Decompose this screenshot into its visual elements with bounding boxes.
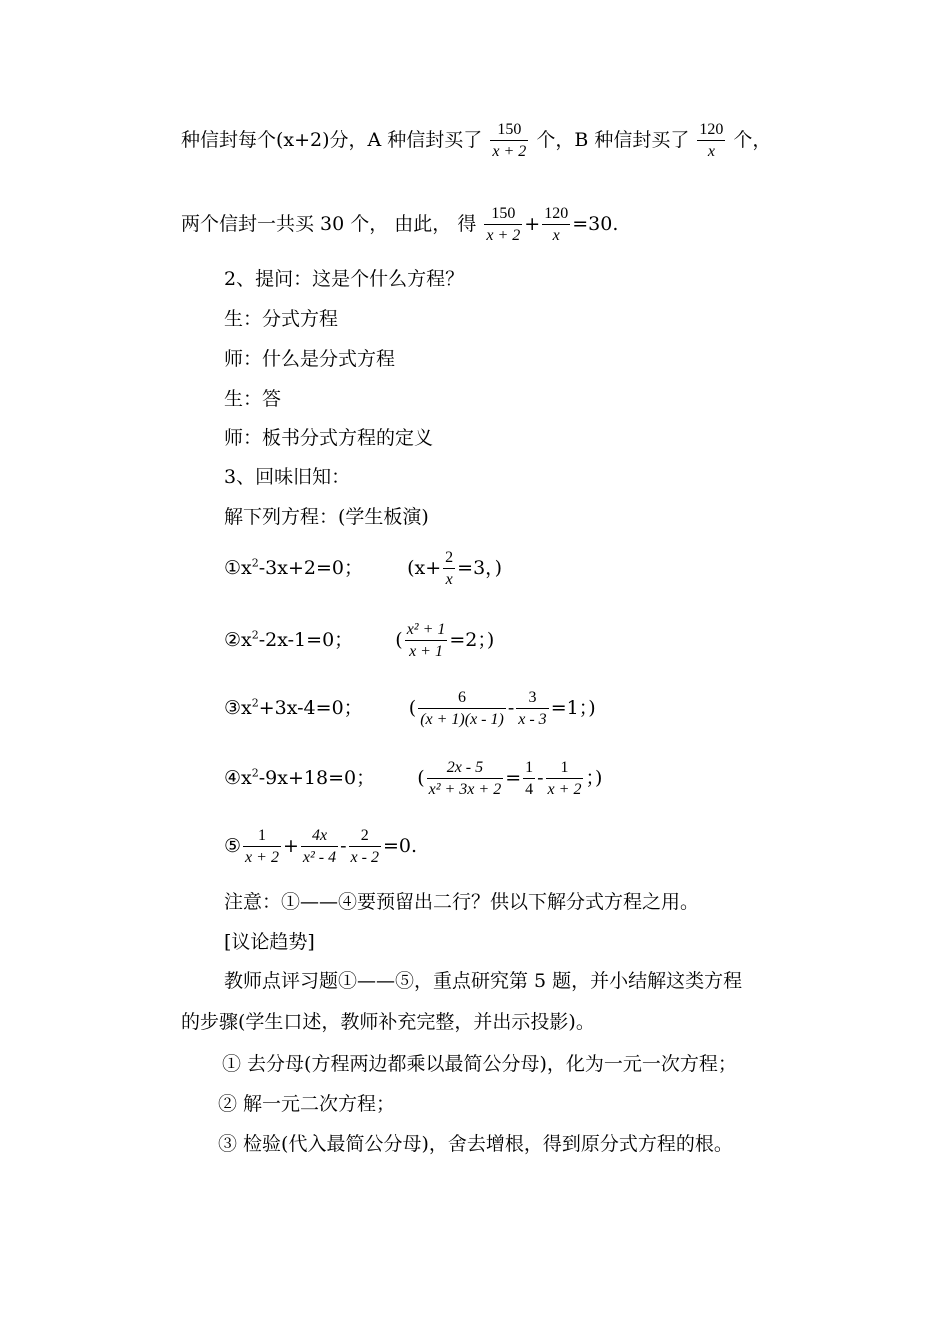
paren: ( [408,697,417,719]
plus-sign: + [524,213,541,235]
text-segment: ⑤ [224,835,242,857]
text-segment: =1；) [550,697,596,719]
equation-2 [224,622,494,660]
text-segment: ②x [224,629,252,651]
numerator: 120 [542,206,570,225]
text-segment: -9x+18=0； [258,767,376,789]
exponent: 2 [251,628,259,642]
paragraph-line-2: 的步骤(学生口述，教师补充完整，并出示投影)。 [181,1011,595,1033]
fraction-1-over-x-plus-2 [243,828,281,866]
text-segment: =3，) [457,557,503,579]
question-3: 3、回味旧知： [224,466,351,488]
question-2: 2、提问：这是个什么方程？ [224,268,465,290]
plus-sign: + [282,835,299,857]
text-line-2 [181,206,618,244]
numerator: 150 [484,206,522,225]
denominator: x - 3 [518,711,547,728]
fraction-2-over-x-minus-2 [349,828,381,866]
numerator: 6 [418,690,506,709]
teacher-line-2: 师：板书分式方程的定义 [224,427,434,449]
numerator: 1 [546,760,584,779]
numerator: 1 [243,828,281,847]
paren: ( [395,629,403,651]
fraction-2-over-x [443,550,455,588]
denominator: x [552,227,560,244]
step-2: ② 解一元二次方程； [218,1093,396,1115]
fraction-x2-plus-1-over-x-plus-1 [405,622,448,660]
step-1: ① 去分母(方程两边都乘以最简公分母)，化为一元一次方程； [222,1053,737,1075]
text-line-1 [181,122,771,160]
numerator: 150 [490,122,528,141]
text-segment: ④x [224,767,252,789]
equals-sign: = [505,767,522,789]
text-segment: 种信封每个(x+2)分，A 种信封买了 [181,129,483,151]
fraction-150-over-x-plus-2 [484,206,522,244]
denominator: x² - 4 [302,849,337,866]
student-line-1: 生：分式方程 [224,308,339,330]
text-segment: =0. [382,835,418,857]
text-segment: =30. [572,213,619,235]
numerator: 120 [697,122,725,141]
numerator: 2 [349,828,381,847]
numerator: 2 [443,550,455,569]
equation-1 [224,550,502,588]
numerator: 4x [301,828,338,847]
exponent: 2 [251,766,259,780]
denominator: x + 2 [492,143,527,160]
text-segment: 个， [733,129,772,151]
fraction-4x-over-x2-minus-4 [301,828,338,866]
denominator: x + 2 [547,781,582,798]
denominator: 4 [525,781,534,798]
denominator: x² + 3x + 2 [428,781,502,798]
text-segment: -2x-1=0； [258,629,354,651]
paren: ( [417,767,425,789]
denominator: x + 2 [245,849,279,866]
equation-3 [224,690,596,728]
fraction-120-over-x [697,122,725,160]
fraction-3-over-x-minus-3 [516,690,548,728]
denominator: x + 2 [486,227,521,244]
student-line-2: 生：答 [224,388,282,410]
equation-4 [224,760,602,798]
text-segment: ③x [224,697,252,719]
fraction-1-over-x-plus-2 [546,760,584,798]
discuss-heading: [议论趋势] [224,931,315,953]
denominator: (x + 1)(x - 1) [420,711,504,728]
step-3: ③ 检验(代入最简公分母)，舍去增根，得到原分式方程的根。 [218,1133,733,1155]
denominator: x [707,143,715,160]
fraction-150-over-x-plus-2 [490,122,528,160]
minus-sign: - [340,835,347,857]
text-segment: (x+ [407,557,442,579]
numerator: x² + 1 [405,622,448,641]
numerator: 3 [516,690,548,709]
text-segment: -3x+2=0； [258,557,363,579]
teacher-line-1: 师：什么是分式方程 [224,348,396,370]
solve-instruction: 解下列方程：(学生板演) [224,506,429,528]
fraction-120-over-x [542,206,570,244]
text-segment: =2；) [449,629,495,651]
numerator: 2x - 5 [427,760,504,779]
text-segment: 个，B 种信封买了 [536,129,690,151]
minus-sign: - [507,697,515,719]
paragraph-line-1: 教师点评习题①——⑤，重点研究第 5 题，并小结解这类方程 [224,970,743,992]
numerator: 1 [523,760,535,779]
exponent: 2 [251,556,259,570]
note: 注意：①——④要预留出二行？供以下解分式方程之用。 [224,891,700,913]
text-segment: ①x [224,557,252,579]
text-segment: +3x-4=0； [258,697,363,719]
equation-5 [224,828,417,866]
denominator: x - 2 [350,849,379,866]
fraction-1-over-4 [523,760,535,798]
fraction-6-over-product [418,690,506,728]
text-segment: 两个信封一共买 30 个， 由此， 得 [181,213,477,235]
denominator: x + 1 [409,643,443,660]
text-segment: ；) [585,767,603,789]
exponent: 2 [251,696,259,710]
denominator: x [445,571,453,588]
fraction-2x-minus-5-over-quadratic [427,760,504,798]
minus-sign: - [537,767,544,789]
